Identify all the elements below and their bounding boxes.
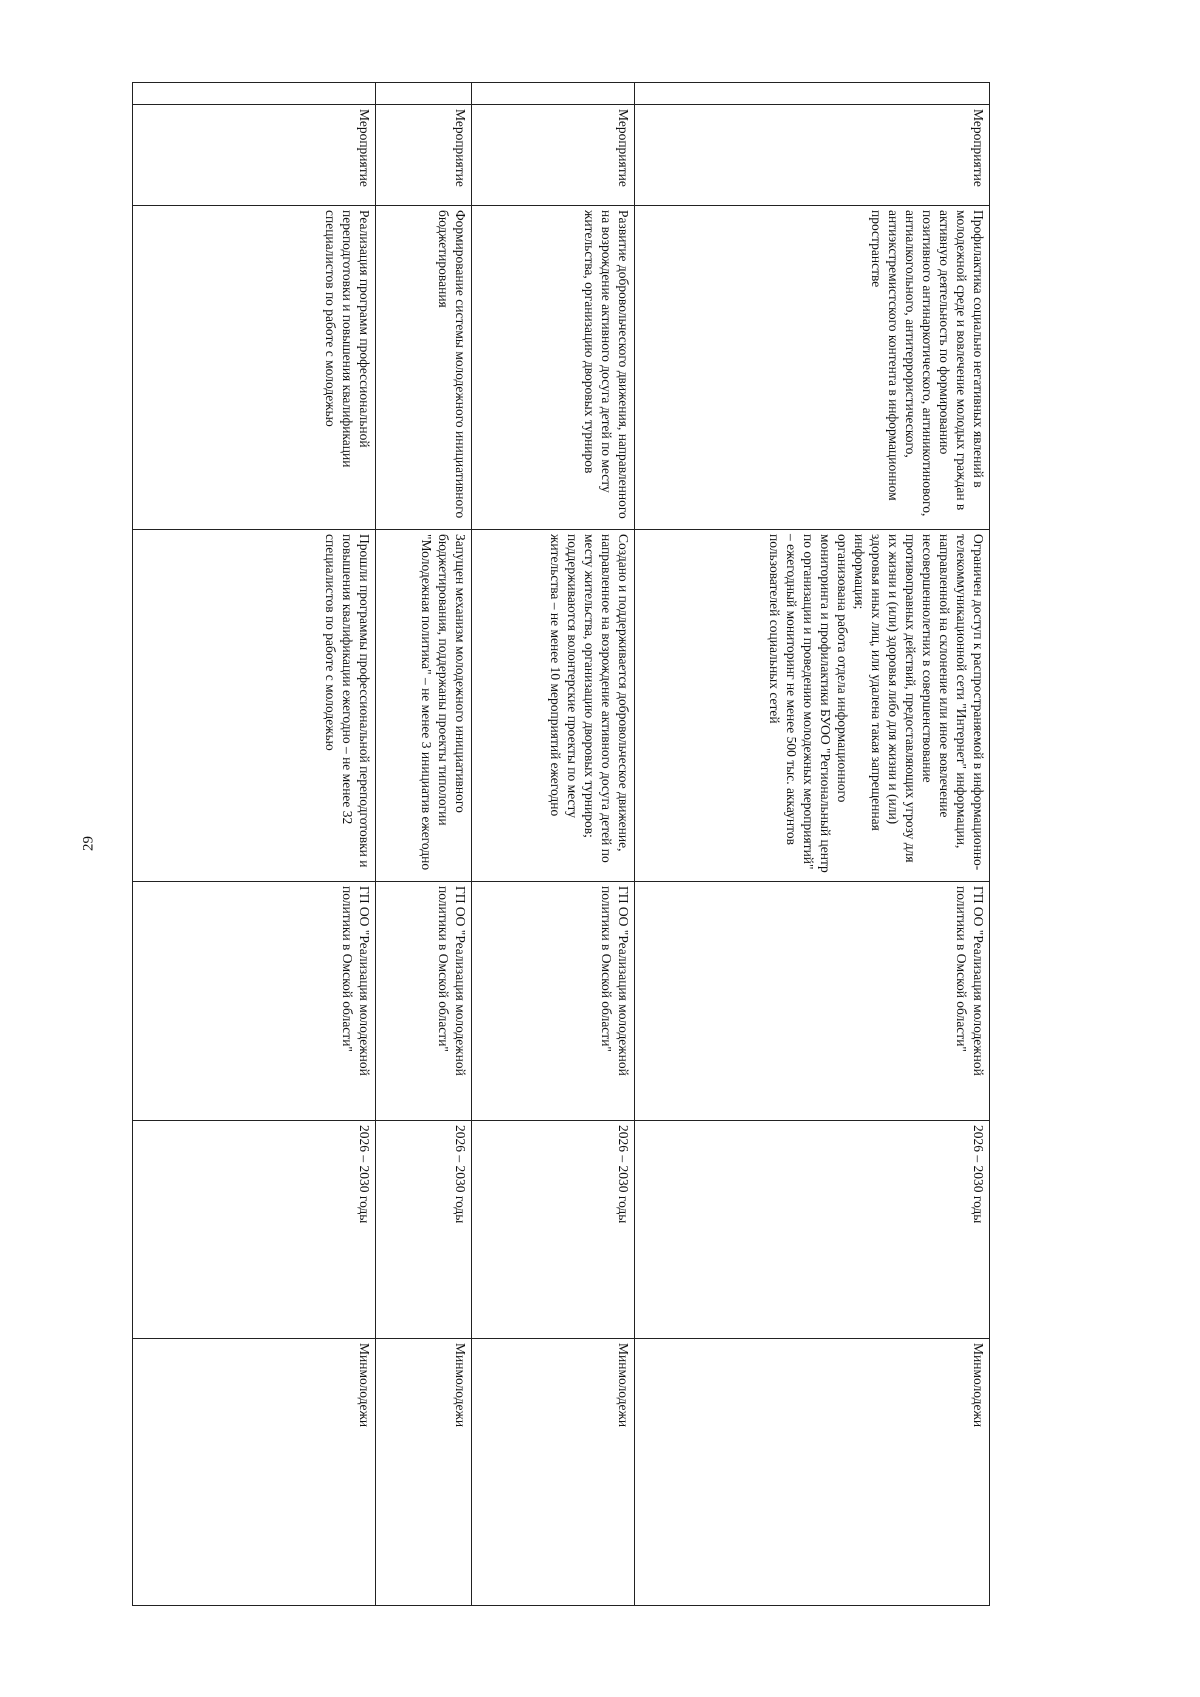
document-cell: ГП ОО "Реализация молодежной политики в Омской области"	[376, 882, 472, 1121]
measures-table	[132, 82, 990, 1606]
executor-cell: Минмолодежи	[635, 1339, 990, 1606]
empty-cell	[635, 83, 990, 105]
name-cell: Развитие добровольческого движения, направленного на возрождение активного досуга детей по месту жительства, организацию дворовых турниров	[472, 206, 635, 530]
name-cell: Реализация программ профессиональной переподготовки и повышения квалификации специалистов по работе с молодежью	[133, 206, 376, 530]
executor-cell: Минмолодежи	[133, 1339, 376, 1606]
result-cell: Ограничен доступ к распространяемой в информационно-телекоммуникационной сети "Интернет" информации, направленной на склонение или иное вовлечение несовершеннолетних в совершенствование противоправных действий, предоставляющих угрозу для их жизни и (или) здоровья либо для жизни и (или) здоровья иных лиц, или удалена такая запрещенная информация; организована работа отдела информационного мониторинга и профилактики БУОО "Региональный центр по организации и проведению молодежных мероприятий" – ежегодный мониторинг не менее 500 тыс. аккаунтов пользователей социальных сетей	[635, 530, 990, 882]
name-cell: Формирование системы молодежного инициативного бюджетирования	[376, 206, 472, 530]
type-cell: Мероприятие	[635, 105, 990, 206]
table-row	[472, 83, 635, 1606]
type-cell: Мероприятие	[376, 105, 472, 206]
executor-cell: Минмолодежи	[376, 1339, 472, 1606]
empty-cell	[472, 83, 635, 105]
table-row	[635, 83, 990, 1606]
result-cell: Запущен механизм молодежного инициативного бюджетирования, поддержаны проекты типологии "Молодежная политика" – не менее 3 инициатив ежегодно	[376, 530, 472, 882]
document-cell: ГП ОО "Реализация молодежной политики в Омской области"	[472, 882, 635, 1121]
executor-cell: Минмолодежи	[472, 1339, 635, 1606]
period-cell: 2026 – 2030 годы	[635, 1121, 990, 1339]
document-cell: ГП ОО "Реализация молодежной политики в Омской области"	[635, 882, 990, 1121]
empty-cell	[133, 83, 376, 105]
type-cell: Мероприятие	[133, 105, 376, 206]
result-cell: Прошли программы профессиональной переподготовки и повышения квалификации ежегодно – не менее 32 специалистов по работе с молодежью	[133, 530, 376, 882]
table-row	[376, 83, 472, 1606]
page-number: 29	[80, 836, 97, 851]
document-cell: ГП ОО "Реализация молодежной политики в Омской области"	[133, 882, 376, 1121]
period-cell: 2026 – 2030 годы	[472, 1121, 635, 1339]
result-cell: Создано и поддерживается добровольческое движение, направленное на возрождение активного досуга детей по месту жительства, организацию дворовых турниров; поддерживаются волонтерские проекты по месту жительства – не менее 10 мероприятий ежегодно	[472, 530, 635, 882]
rotated-table-container	[133, 82, 990, 1590]
type-cell: Мероприятие	[472, 105, 635, 206]
period-cell: 2026 – 2030 годы	[133, 1121, 376, 1339]
period-cell: 2026 – 2030 годы	[376, 1121, 472, 1339]
name-cell: Профилактика социально негативных явлений в молодежной среде и вовлечение молодых граждан в активную деятельность по формированию позитивного антинаркотического, антиникотинового, антиалкогольного, антитеррористического, антиэкстремистского контента в информационном пространстве	[635, 206, 990, 530]
table-frame	[133, 82, 990, 1590]
empty-cell	[376, 83, 472, 105]
table-row	[133, 83, 376, 1606]
